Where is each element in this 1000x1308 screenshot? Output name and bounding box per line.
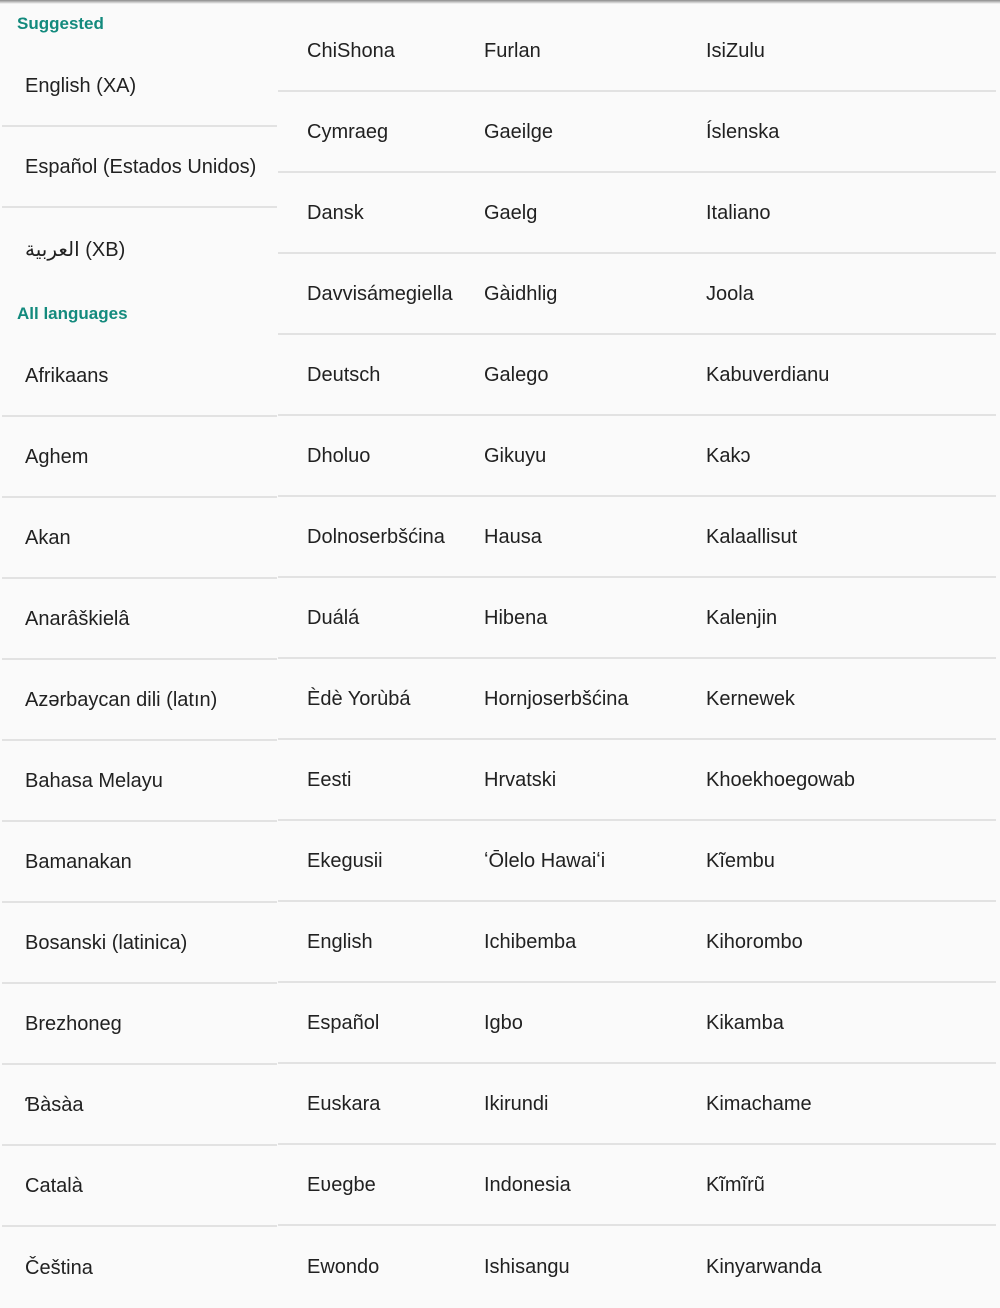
language-label: Čeština — [25, 1257, 93, 1279]
language-item-kiembu[interactable] — [676, 822, 996, 902]
language-item-ewondo[interactable] — [278, 1227, 454, 1307]
language-label: Español — [307, 1012, 380, 1034]
language-label: Deutsch — [307, 364, 381, 386]
suggested-language-item-2[interactable] — [2, 128, 277, 208]
language-item-anaraskiela[interactable] — [2, 580, 277, 660]
language-item-ikirundi[interactable] — [454, 1065, 676, 1145]
language-label: Hrvatski — [484, 769, 557, 791]
language-label: English (XA) — [25, 75, 137, 97]
language-label: Bahasa Melayu — [25, 770, 163, 792]
language-label: Ewondo — [307, 1256, 380, 1278]
language-label: Kabuverdianu — [706, 364, 830, 386]
language-item-aghem[interactable] — [2, 418, 277, 498]
language-item-ekegusii[interactable] — [278, 822, 454, 902]
language-label: Furlan — [484, 40, 541, 62]
language-item-afrikaans[interactable] — [2, 337, 277, 417]
language-label: ‫العربية‬ (XB) — [25, 239, 126, 261]
language-item-indonesia[interactable] — [454, 1146, 676, 1226]
language-item-kalenjin[interactable] — [676, 579, 996, 659]
language-label: Davvisámegiella — [307, 283, 453, 305]
language-item-chishona[interactable] — [278, 12, 454, 92]
language-label: Ichibemba — [484, 931, 577, 953]
language-item-hrvatski[interactable] — [454, 741, 676, 821]
language-label: Kernewek — [706, 688, 795, 710]
language-label: Dolnoserbšćina — [307, 526, 445, 548]
language-label: Kĩembu — [706, 850, 775, 872]
language-label: Aghem — [25, 446, 89, 468]
language-item-hausa[interactable] — [454, 498, 676, 578]
language-item-khoekhoegowab[interactable] — [676, 741, 996, 821]
language-label: Èdè Yorùbá — [307, 688, 411, 710]
language-item-dholuo[interactable] — [278, 417, 454, 497]
language-item-az-rbaycan-dili-lat-n[interactable] — [2, 661, 277, 741]
language-item-eesti[interactable] — [278, 741, 454, 821]
language-label: Català — [25, 1175, 83, 1197]
language-label: IsiZulu — [706, 40, 765, 62]
language-item-bosanski-latinica[interactable] — [2, 904, 277, 984]
language-label: Dholuo — [307, 445, 371, 467]
language-label: Brezhoneg — [25, 1013, 122, 1035]
language-label: Italiano — [706, 202, 771, 224]
language-label: Íslenska — [706, 121, 780, 143]
language-item-hornjoserbscina[interactable] — [454, 660, 676, 740]
language-label: Gaeilge — [484, 121, 553, 143]
language-item-kabuverdianu[interactable] — [676, 336, 996, 416]
language-label: Hausa — [484, 526, 542, 548]
language-label: Gaelg — [484, 202, 538, 224]
language-label: English — [307, 931, 373, 953]
language-item-akan[interactable] — [2, 499, 277, 579]
language-item-espanol[interactable] — [278, 984, 454, 1064]
language-label: Indonesia — [484, 1174, 571, 1196]
language-label: Eesti — [307, 769, 352, 791]
language-item-dansk[interactable] — [278, 174, 454, 254]
language-label: Euskara — [307, 1093, 381, 1115]
language-label: Kikamba — [706, 1012, 784, 1034]
language-item-italiano[interactable] — [676, 174, 996, 254]
language-label: Ikirundi — [484, 1093, 549, 1115]
language-item-ichibemba[interactable] — [454, 903, 676, 983]
language-item-hibena[interactable] — [454, 579, 676, 659]
language-item-deutsch[interactable] — [278, 336, 454, 416]
language-item-kimiru[interactable] — [676, 1146, 996, 1226]
language-item-igbo[interactable] — [454, 984, 676, 1064]
language-item-bamanakan[interactable] — [2, 823, 277, 903]
language-item-kihorombo[interactable] — [676, 903, 996, 983]
top-shadow — [0, 0, 1000, 4]
language-label: Kĩmĩrũ — [706, 1174, 765, 1196]
language-item-galego[interactable] — [454, 336, 676, 416]
language-label: Afrikaans — [25, 365, 109, 387]
language-item-cestina[interactable] — [2, 1228, 277, 1308]
language-item-asaa[interactable] — [2, 1066, 277, 1146]
language-item-duala[interactable] — [278, 579, 454, 659]
language-item-davvisamegiella[interactable] — [278, 255, 454, 335]
language-label: Azərbaycan dili (latın) — [25, 689, 218, 711]
language-item-gikuyu[interactable] — [454, 417, 676, 497]
language-label: Kakɔ — [706, 445, 751, 467]
language-item-gaidhlig[interactable] — [454, 255, 676, 335]
language-label: Gàidhlig — [484, 283, 558, 305]
language-item-isizulu[interactable] — [676, 12, 996, 92]
language-label: Gikuyu — [484, 445, 547, 467]
language-item-cymraeg[interactable] — [278, 93, 454, 173]
language-label: Ɓàsàa — [25, 1094, 84, 1116]
language-item-brezhoneg[interactable] — [2, 985, 277, 1065]
language-item-e-egbe[interactable] — [278, 1146, 454, 1226]
language-item-kimachame[interactable] — [676, 1065, 996, 1145]
language-item-gaeilge[interactable] — [454, 93, 676, 173]
language-label: ʻŌlelo Hawaiʻi — [484, 850, 606, 872]
language-label: Hibena — [484, 607, 548, 629]
language-item-ishisangu[interactable] — [454, 1227, 676, 1307]
language-item-kalaallisut[interactable] — [676, 498, 996, 578]
language-label: Ishisangu — [484, 1256, 570, 1278]
language-label: Anarâškielâ — [25, 608, 130, 630]
language-item-olelo-hawai-i[interactable] — [454, 822, 676, 902]
language-item-islenska[interactable] — [676, 93, 996, 173]
language-item-catala[interactable] — [2, 1147, 277, 1227]
language-label: Kalenjin — [706, 607, 778, 629]
language-item-bahasa-melayu[interactable] — [2, 742, 277, 822]
language-item-kernewek[interactable] — [676, 660, 996, 740]
all-languages-header: All languages — [17, 304, 128, 323]
suggested-language-item-3[interactable] — [2, 209, 277, 289]
language-item-kinyarwanda[interactable] — [676, 1227, 996, 1307]
language-label: Akan — [25, 527, 71, 549]
language-label: Galego — [484, 364, 549, 386]
language-item-ede-yoruba[interactable] — [278, 660, 454, 740]
suggested-header: Suggested — [17, 14, 104, 33]
language-label: Duálá — [307, 607, 360, 629]
language-label: Cymraeg — [307, 121, 389, 143]
language-item-furlan[interactable] — [454, 12, 676, 92]
language-label: Hornjoserbšćina — [484, 688, 629, 710]
language-label: Kimachame — [706, 1093, 812, 1115]
language-item-euskara[interactable] — [278, 1065, 454, 1145]
suggested-language-item-1[interactable] — [2, 47, 277, 127]
language-label: Khoekhoegowab — [706, 769, 856, 791]
language-label: Joola — [706, 283, 754, 305]
language-item-kikamba[interactable] — [676, 984, 996, 1064]
language-label: ChiShona — [307, 40, 395, 62]
language-item-kak[interactable] — [676, 417, 996, 497]
language-label: Español (Estados Unidos) — [25, 156, 257, 178]
language-item-joola[interactable] — [676, 255, 996, 335]
language-item-dolnoserbscina[interactable] — [278, 498, 454, 578]
language-label: Igbo — [484, 1012, 523, 1034]
language-label: Kinyarwanda — [706, 1256, 822, 1278]
language-label: Eʋegbe — [307, 1174, 376, 1196]
language-label: Kihorombo — [706, 931, 803, 953]
language-label: Kalaallisut — [706, 526, 798, 548]
language-label: Dansk — [307, 202, 364, 224]
language-label: Bamanakan — [25, 851, 132, 873]
language-item-english[interactable] — [278, 903, 454, 983]
language-label: Ekegusii — [307, 850, 383, 872]
language-item-gaelg[interactable] — [454, 174, 676, 254]
language-label: Bosanski (latinica) — [25, 932, 188, 954]
